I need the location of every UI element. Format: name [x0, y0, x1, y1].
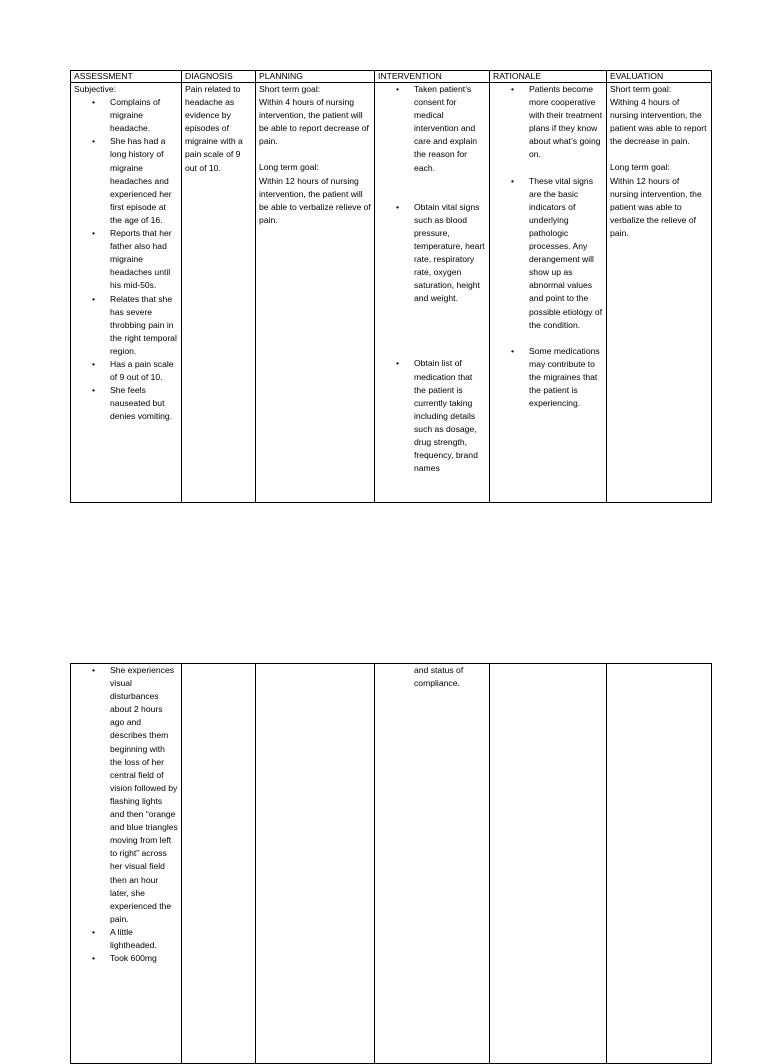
header-diagnosis: DIAGNOSIS [182, 71, 256, 83]
header-intervention: INTERVENTION [375, 71, 490, 83]
planning-short-label: Short term goal: [259, 84, 321, 94]
list-item: • Taken patient’s consent for medical intervention and care and explain the reason for each. [414, 83, 486, 175]
planning-long-text: Within 12 hours of nursing intervention, the patient will be able to verbalize relieve of pain. [259, 175, 371, 225]
list-item: • Reports that her father also had migraine headaches until his mid-50s. [110, 227, 178, 292]
evaluation-long-text: Within 12 hours of nursing intervention, the patient was able to verbalize the relieve of pain. [610, 175, 702, 238]
diagnosis-cell [182, 664, 256, 1064]
rationale-cell [490, 664, 607, 1064]
header-planning: PLANNING [256, 71, 375, 83]
list-item: • She experiences visual disturbances about 2 hours ago and describes them beginning with the loss of her central field of vision followed by flashing lights and then “orange and blue triangles moving from left to right” across her visual field then an hour later, she experienced the pain. [110, 664, 178, 926]
evaluation-short-label: Short term goal: [610, 84, 672, 94]
rationale-cell [490, 83, 607, 503]
list-item: • Has a pain scale of 9 out of 10. [110, 358, 178, 384]
list-item: • Some medications may contribute to the migraines that the patient is experiencing. [529, 345, 603, 410]
header-rationale: RATIONALE [490, 71, 607, 83]
intervention-cell [375, 664, 490, 1064]
diagnosis-text: Pain related to headache as evidence by episodes of migraine with a pain scale of 9 out of 10. [185, 84, 243, 173]
table-row [71, 83, 712, 503]
evaluation-short-text: Withing 4 hours of nursing intervention, the patient was able to report the decrease in pain. [610, 97, 707, 147]
list-item: • Patients become more cooperative with their treatment plans if they know about what’s going on. [529, 83, 603, 162]
list-item: • Obtain vital signs such as blood pressure, temperature, heart rate, respiratory rate, oxygen saturation, height and weight. [414, 201, 486, 306]
list-item: • A little lightheaded. [110, 926, 178, 952]
planning-long-label: Long term goal: [259, 162, 319, 173]
assessment-list [74, 664, 178, 965]
list-item: • Complains of migraine headache. [110, 96, 178, 135]
list-item: • Obtain list of medication that the patient is currently taking including details such as dosage, drug strength, frequency, brand names [414, 357, 486, 475]
evaluation-long-label: Long term goal: [610, 162, 670, 173]
list-item: • Took 600mg [110, 952, 178, 965]
table-row [71, 664, 712, 1064]
header-row [71, 71, 712, 83]
care-plan-table-continued [70, 663, 712, 1064]
diagnosis-cell [182, 83, 256, 503]
evaluation-cell [607, 83, 712, 503]
assessment-list [74, 96, 178, 423]
list-item: • She has had a long history of migraine headaches and experienced her first episode at the age of 16. [110, 135, 178, 227]
care-plan-table [70, 70, 712, 503]
assessment-cell [71, 83, 182, 503]
intervention-cell [375, 83, 490, 503]
rationale-list [493, 83, 603, 410]
assessment-cell [71, 664, 182, 1064]
assessment-subjective-label: Subjective: [74, 84, 117, 94]
list-item: • Relates that she has severe throbbing pain in the right temporal region. [110, 293, 178, 358]
evaluation-cell [607, 664, 712, 1064]
planning-short-text: Within 4 hours of nursing intervention, the patient will be able to report decrease of pain. [259, 97, 369, 147]
list-item: • She feels nauseated but denies vomiting. [110, 384, 178, 423]
list-item: • These vital signs are the basic indicators of underlying pathologic processes. Any derangement will show up as abnormal values and point to the possible etiology of the condition. [529, 175, 603, 332]
planning-cell [256, 664, 375, 1064]
header-assessment: ASSESSMENT [71, 71, 182, 83]
intervention-list [378, 83, 486, 475]
intervention-continued-text: and status of compliance. [414, 665, 464, 689]
planning-cell [256, 83, 375, 503]
header-evaluation: EVALUATION [607, 71, 712, 83]
